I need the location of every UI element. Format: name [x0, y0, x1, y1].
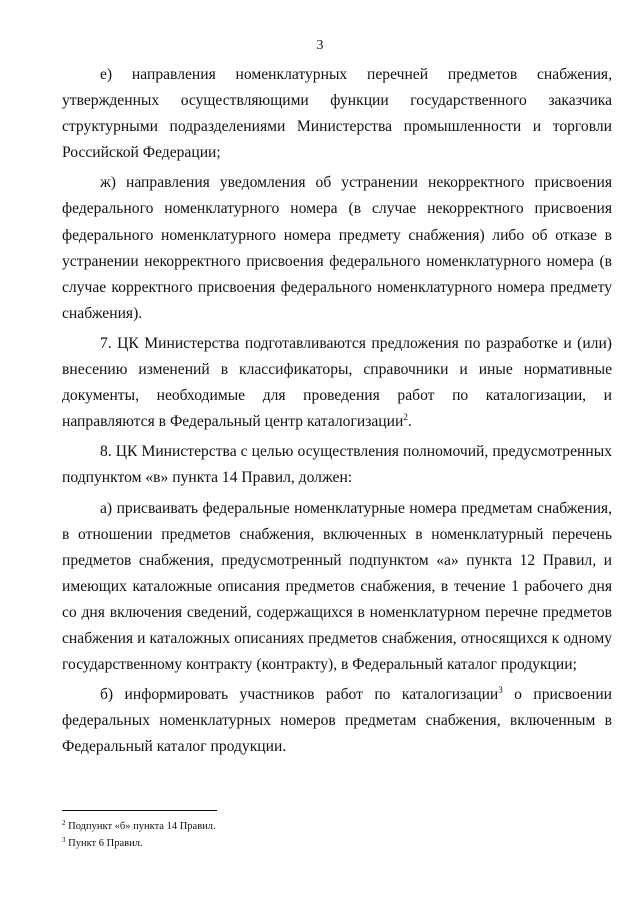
footnote-mark-3: 3	[62, 836, 66, 844]
paragraph-8: 8. ЦК Министерства с целью осуществления полномочий, предусмотренных подпунктом «в» пункта 14 Правил, должен:	[62, 443, 612, 487]
paragraph-a: а) присваивать федеральные номенклатурные номера предметам снабжения, в отношении предметов снабжения, включенных в номенклатурный перечень предметов снабжения, предусмотренный подпунктом «а» пункта 12 Правил, и имеющих каталожные описания предметов снабжения, в течение 1 рабочего дня со дня включения сведений, содержащихся в номенклатурном перечне предметов снабжения и каталожных описаниях предметов снабжения, относящихся к одному государственному контракту (контракту), в Федеральный каталог продукции;	[62, 499, 612, 674]
paragraph-b-text: б) информировать участников работ по каталогизации	[100, 686, 499, 704]
paragraph-7-end: .	[407, 413, 412, 431]
footnote-separator	[62, 810, 217, 811]
paragraph-7	[62, 331, 612, 435]
footnote-2	[62, 818, 582, 835]
paragraph-b-end: о присвоении федеральных номенклатурных номеров предметам снабжения, включенным в Федеральный каталог продукции.	[62, 686, 613, 756]
footnote-text-2: Подпункт «б» пункта 14 Правил.	[65, 821, 216, 832]
footnote-mark-2: 2	[62, 819, 66, 827]
paragraph-zh: ж) направления уведомления об устранении некорректного присвоения федерального номенклатурного номера (в случае некорректного присвоения федерального номенклатурного номера предмету снабжения) либо об отказе в устранении некорректного присвоения федерального номенклатурного номера (в случае корректного присвоения федерального номенклатурного номера предмету снабжения).	[62, 174, 612, 322]
document-body	[62, 62, 612, 764]
footnote-3	[62, 835, 582, 852]
paragraph-e: е) направления номенклатурных перечней предметов снабжения, утвержденных осуществляющими функции государственного заказчика структурными подразделениями Министерства промышленности и торговли Российской Федерации;	[62, 66, 612, 162]
paragraph-b	[62, 682, 612, 760]
footnote-ref-2: 2	[403, 412, 408, 423]
paragraph-7-text: 7. ЦК Министерства подготавливаются предложения по разработке и (или) внесению изменений в классификаторы, справочники и иные нормативные документы, необходимые для проведения работ по каталогизации, и направляются в Федеральный центр каталогизации	[62, 334, 612, 431]
footnote-text-3: Пункт 6 Правил.	[65, 838, 143, 849]
footnotes	[62, 818, 582, 852]
footnote-ref-3: 3	[498, 685, 503, 696]
page-number: 3	[316, 38, 324, 53]
